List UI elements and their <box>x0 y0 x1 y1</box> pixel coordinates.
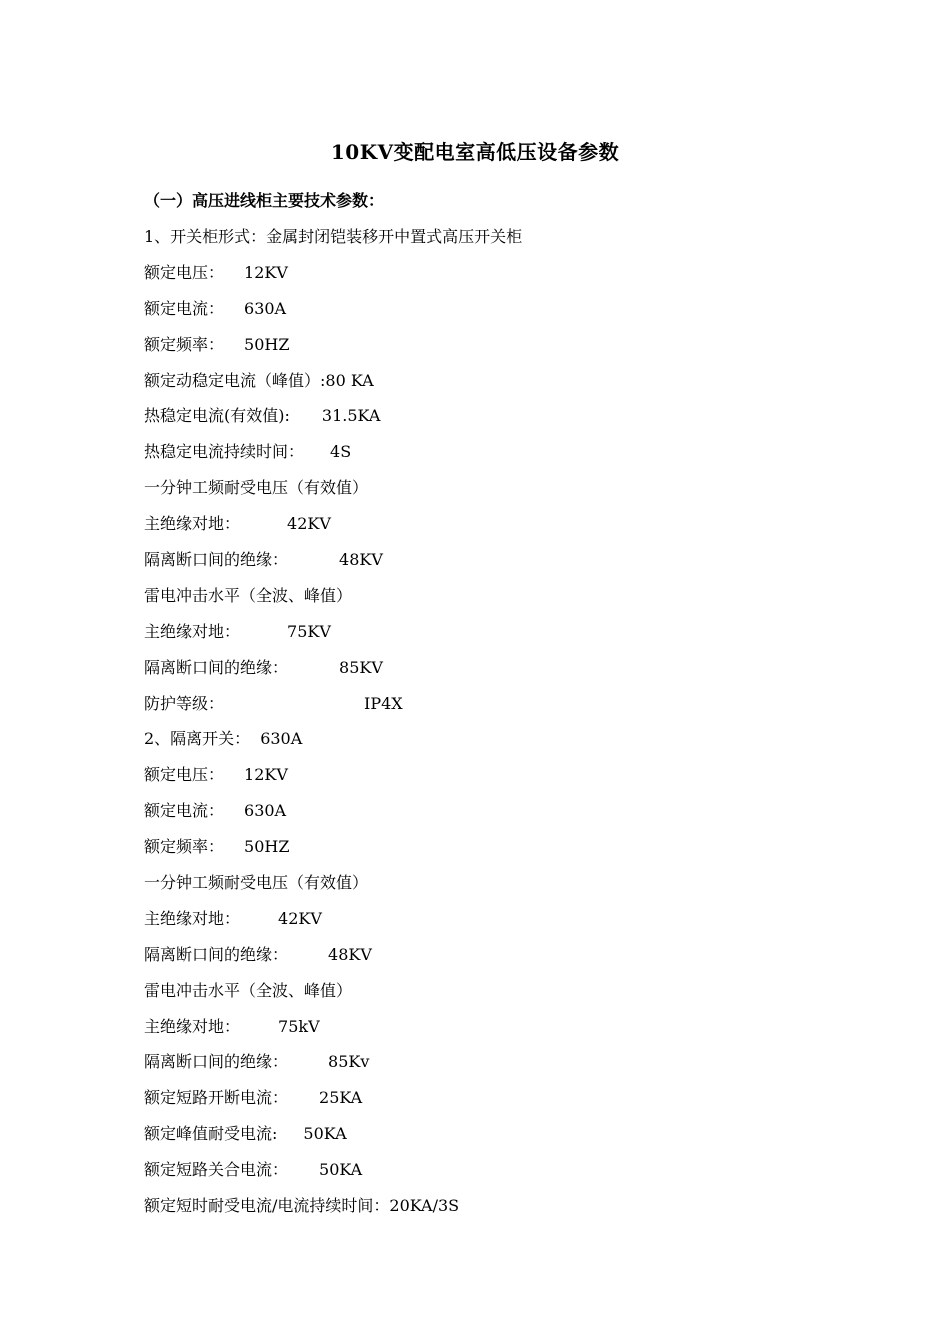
parameter-label: 一分钟工频耐受电压（有效值） <box>144 873 369 893</box>
parameter-value: 50KA <box>303 1124 347 1144</box>
parameter-label: 2、隔离开关： <box>144 729 251 749</box>
parameter-line <box>144 1191 864 1227</box>
parameter-line <box>144 617 864 653</box>
parameter-line <box>144 832 864 868</box>
parameter-value: 630A <box>260 729 303 749</box>
parameter-label: 额定短路关合电流： <box>144 1160 289 1180</box>
parameter-line <box>144 904 864 940</box>
parameter-line <box>144 294 864 330</box>
parameter-value: 85Kv <box>328 1052 370 1072</box>
parameter-label: 额定峰值耐受电流: <box>144 1124 278 1144</box>
parameter-line <box>144 976 864 1012</box>
parameter-line <box>144 473 864 509</box>
parameter-label: 隔离断口间的绝缘： <box>144 1052 289 1072</box>
parameter-value: 48KV <box>339 550 383 570</box>
parameter-label: 主绝缘对地： <box>144 908 241 928</box>
parameter-value: 75KV <box>287 621 331 641</box>
parameter-value: 50KA <box>319 1160 363 1180</box>
parameter-line <box>144 366 864 402</box>
parameter-line <box>144 1155 864 1191</box>
parameter-list <box>144 222 864 1227</box>
parameter-label: 主绝缘对地： <box>144 621 241 641</box>
parameter-line <box>144 1012 864 1048</box>
parameter-label: 额定频率： <box>144 334 225 354</box>
parameter-line <box>144 437 864 473</box>
parameter-value: 50HZ <box>244 334 290 354</box>
parameter-value: 50HZ <box>244 837 290 857</box>
parameter-line <box>144 796 864 832</box>
parameter-line <box>144 545 864 581</box>
section-heading: （一）高压进线柜主要技术参数： <box>144 191 385 210</box>
parameter-value: 31.5KA <box>321 406 381 426</box>
parameter-label: 1、开关柜形式：金属封闭铠装移开中置式高压开关柜 <box>144 227 523 246</box>
parameter-label: 额定短路开断电流： <box>144 1088 289 1108</box>
parameter-label: 主绝缘对地： <box>144 1016 241 1036</box>
parameter-line <box>144 1083 864 1119</box>
parameter-label: 额定短时耐受电流/电流持续时间：20KA/3S <box>144 1196 460 1216</box>
parameter-label: 额定电压： <box>144 262 225 282</box>
parameter-label: 热稳定电流持续时间： <box>144 442 305 462</box>
parameter-line <box>144 581 864 617</box>
parameter-value: 4S <box>330 442 352 462</box>
parameter-value: 12KV <box>244 262 288 282</box>
parameter-line <box>144 940 864 976</box>
parameter-line <box>144 330 864 366</box>
parameter-label: 隔离断口间的绝缘： <box>144 944 289 964</box>
parameter-value: 630A <box>244 298 287 318</box>
parameter-label: 雷电冲击水平（全波、峰值） <box>144 980 353 1000</box>
parameter-label: 热稳定电流(有效值): <box>144 406 290 426</box>
parameter-line <box>144 653 864 689</box>
parameter-line <box>144 868 864 904</box>
parameter-value: 85KV <box>339 657 383 677</box>
parameter-value: 12KV <box>244 765 288 785</box>
parameter-value: 630A <box>244 801 287 821</box>
parameter-line <box>144 509 864 545</box>
parameter-line <box>144 760 864 796</box>
parameter-label: 隔离断口间的绝缘： <box>144 550 289 570</box>
parameter-value: 75kV <box>278 1016 320 1036</box>
parameter-line <box>144 724 864 760</box>
parameter-value: 48KV <box>328 944 372 964</box>
parameter-line <box>144 222 864 258</box>
parameter-line <box>144 1119 864 1155</box>
parameter-line <box>144 401 864 437</box>
parameter-line <box>144 258 864 294</box>
parameter-label: 额定电流： <box>144 801 225 821</box>
parameter-label: 雷电冲击水平（全波、峰值） <box>144 585 353 605</box>
document-title: 10KV变配电室高低压设备参数 <box>330 140 620 164</box>
parameter-value: 42KV <box>287 514 331 534</box>
parameter-label: 一分钟工频耐受电压（有效值） <box>144 478 369 498</box>
parameter-line <box>144 689 864 725</box>
parameter-label: 防护等级： <box>144 693 225 713</box>
parameter-label: 隔离断口间的绝缘： <box>144 657 289 677</box>
parameter-line <box>144 1047 864 1083</box>
parameter-label: 额定动稳定电流（峰值）:80 KA <box>144 370 374 390</box>
parameter-value: 25KA <box>319 1088 363 1108</box>
parameter-label: 额定频率： <box>144 837 225 857</box>
parameter-value: 42KV <box>278 908 322 928</box>
parameter-value: IP4X <box>364 693 403 713</box>
parameter-label: 主绝缘对地： <box>144 514 241 534</box>
parameter-label: 额定电流： <box>144 298 225 318</box>
parameter-label: 额定电压： <box>144 765 225 785</box>
